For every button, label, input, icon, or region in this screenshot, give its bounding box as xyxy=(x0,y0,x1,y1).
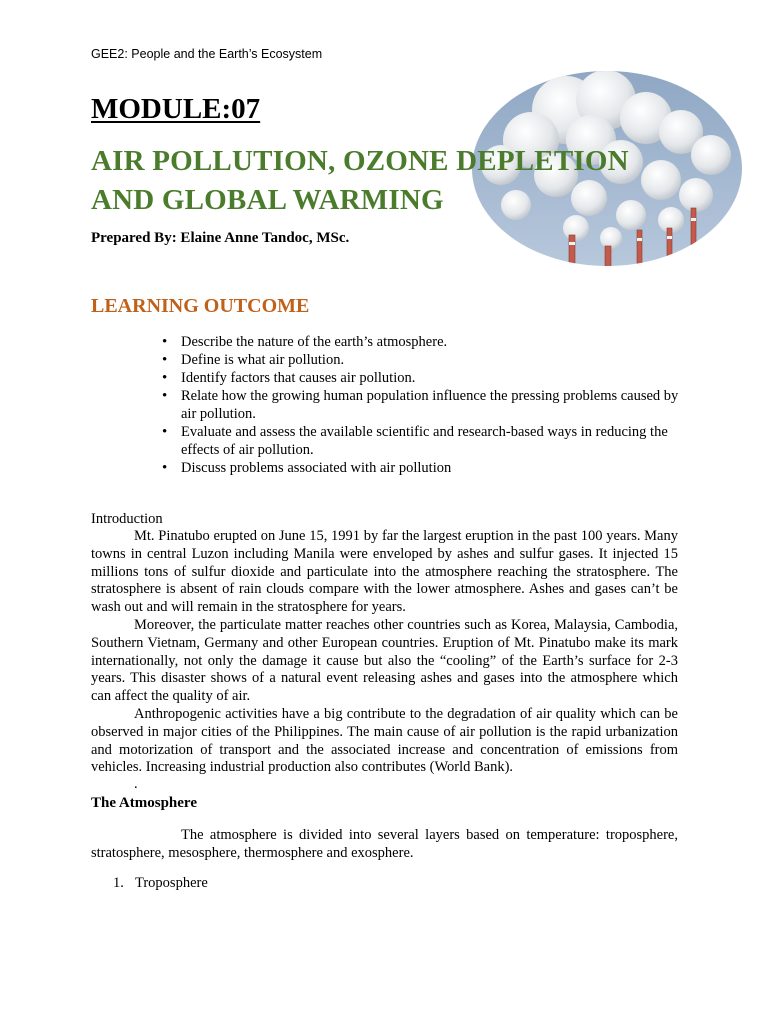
learning-outcome-list xyxy=(162,333,682,477)
list-item xyxy=(113,875,208,892)
atmosphere-heading: The Atmosphere xyxy=(91,795,197,811)
module-number: MODULE:07 xyxy=(91,93,261,125)
list-item: • Define is what air pollution. xyxy=(162,351,682,369)
course-header: GEE2: People and the Earth’s Ecosystem xyxy=(91,47,323,61)
module-title-line1: AIR POLLUTION, OZONE DEPLETION xyxy=(91,145,629,177)
list-item: • Evaluate and assess the available scientific and research-based ways in reducing the effects of air pollution. xyxy=(162,423,682,459)
paragraph: Anthropogenic activities have a big contribute to the degradation of air quality which can be observed in major cities of the Philippines. The main cause of air pollution is the rapid urbanization and motorization of transport and the associated increase and concentration of emissions from vehicles. Increasing industrial production also contributes (World Bank). xyxy=(91,705,678,776)
paragraph: Moreover, the particulate matter reaches other countries such as Korea, Malaysia, Cambodia, Southern Vietnam, Germany and other European countries. Eruption of Mt. Pinatubo make its mark internationally, not only the damage it cause but also the “cooling” of the Earth’s surface for 2-3 years. This disaster shows of a natural event releasing ashes and gases into the atmosphere which can affect the quality of air. xyxy=(91,616,678,705)
list-item: • Discuss problems associated with air pollution xyxy=(162,459,682,477)
learning-outcome-heading: LEARNING OUTCOME xyxy=(91,295,310,317)
introduction-body xyxy=(91,528,678,777)
module-title xyxy=(91,142,731,220)
introduction-label: Introduction xyxy=(91,511,163,527)
list-item: • Describe the nature of the earth’s atmosphere. xyxy=(162,333,682,351)
list-number: 1. xyxy=(113,875,124,891)
stray-dot: . xyxy=(134,776,138,792)
atmosphere-layer-list xyxy=(113,875,208,892)
prepared-by: Prepared By: Elaine Anne Tandoc, MSc. xyxy=(91,230,350,246)
module-title-line2: AND GLOBAL WARMING xyxy=(91,184,444,216)
list-label: Troposphere xyxy=(135,875,208,891)
list-item: • Identify factors that causes air pollution. xyxy=(162,369,682,387)
list-item: • Relate how the growing human population influence the pressing problems caused by air pollution. xyxy=(162,387,682,423)
paragraph: Mt. Pinatubo erupted on June 15, 1991 by far the largest eruption in the past 100 years. Many towns in central Luzon including Manila were enveloped by ashes and sulfur gases. It injected 15 millions tons of sulfur dioxide and particulate into the atmosphere reaching the stratosphere. The stratosphere is absent of rain clouds compare with the lower atmosphere. Ashes and gases can’t be wash out and will remain in the stratosphere for years. xyxy=(91,528,678,616)
atmosphere-text: The atmosphere is divided into several layers based on temperature: troposphere, stratosphere, mesosphere, thermosphere and exosphere. xyxy=(91,827,678,861)
